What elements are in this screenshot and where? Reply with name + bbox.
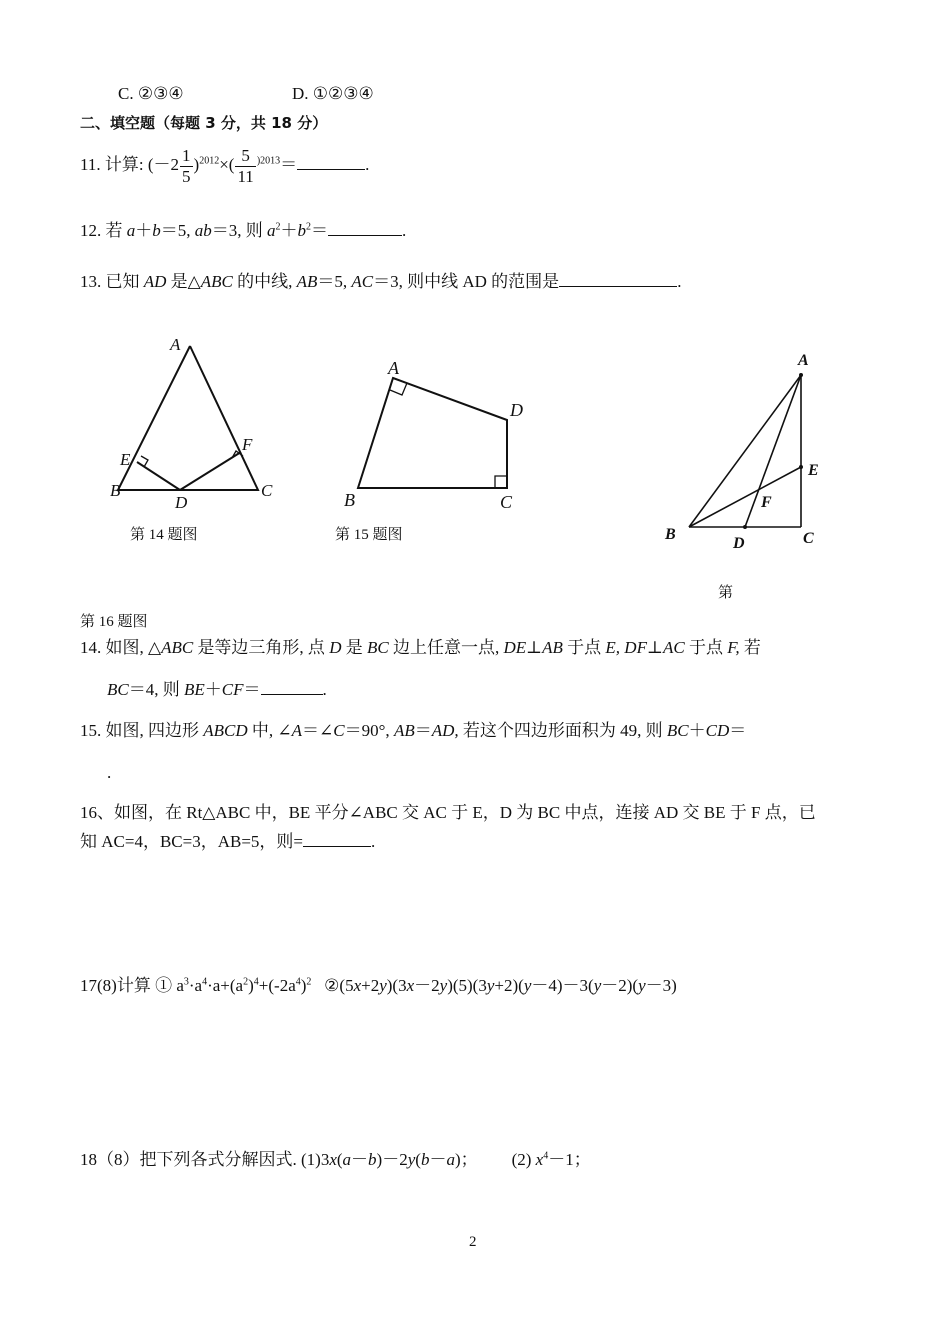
- q12-b: b: [152, 221, 161, 240]
- q17-s3: 2: [243, 976, 249, 988]
- q14-t6: 于点: [688, 638, 723, 657]
- q17-t14: －2)(: [601, 976, 639, 995]
- q12-eq: ＝: [311, 221, 328, 240]
- fig16-caption-part2: 第 16 题图: [80, 614, 148, 630]
- q15-t6: 若这个四边形面积为 49, 则: [462, 721, 663, 740]
- q14-t4: 边上任意一点,: [392, 638, 500, 657]
- q12-a: a: [126, 221, 136, 240]
- fig15-right-angle-c: [495, 476, 507, 488]
- q18-b1: b: [368, 1150, 377, 1169]
- q15-cd: CD: [705, 721, 730, 740]
- question-11: 11. 计算: (－2 $\frac{1}{5}$ )$^{2012}$×( $\frac{5}{11}$ $^{)2013}$＝ .: [80, 146, 370, 186]
- q14-eq: ＝: [243, 680, 261, 699]
- question-16-line2: [80, 832, 375, 852]
- q15-ab: AB: [393, 721, 415, 740]
- q15-ad: AD,: [431, 721, 459, 740]
- q13-text5: ＝3, 则中线 AD 的范围是: [373, 272, 560, 291]
- question-12: [80, 221, 406, 241]
- q12-b2: b: [297, 221, 306, 240]
- fig16-point-a: [799, 373, 803, 377]
- q18-t2: (: [336, 1150, 343, 1169]
- q18-t7: )； (2): [454, 1150, 536, 1169]
- q15-abcd: ABCD: [203, 721, 248, 740]
- q11-exp1: 2012: [199, 155, 220, 167]
- q12-answer-blank[interactable]: [328, 221, 402, 236]
- q11-end: .: [365, 154, 370, 174]
- fig15-label-d: D: [510, 400, 523, 420]
- q15-t5: ＝: [414, 721, 432, 740]
- q18-t1: 18（8）把下列各式分解因式. (1)3: [80, 1150, 330, 1169]
- q17-s4: 4: [253, 976, 259, 988]
- q12-a2: a: [267, 221, 276, 240]
- question-16-line1: 16、如图，在 Rt△ABC 中，BE 平分∠ABC 交 AC 于 E，D 为 BC 中点，连接 AD 交 BE 于 F 点，已: [80, 803, 816, 822]
- fig14-label-c: C: [261, 481, 273, 500]
- q13-text1: 13. 已知: [80, 272, 140, 291]
- q17-y6: y: [638, 976, 646, 995]
- q11-frac2-den: 11: [237, 166, 254, 186]
- figure-15: [330, 350, 540, 520]
- q13-text4: ＝5,: [317, 272, 348, 291]
- q17-t9: )(3: [386, 976, 407, 995]
- q17-s5: 4: [295, 976, 301, 988]
- q17-y5: y: [593, 976, 602, 995]
- q18-t6: －: [429, 1150, 447, 1169]
- q12-eq3: ＝3, 则: [211, 221, 263, 240]
- q17-t4: ): [248, 976, 254, 995]
- question-14-line1: [80, 638, 761, 658]
- q15-c: C: [333, 721, 345, 740]
- q13-ab: AB: [296, 272, 318, 291]
- q15-t4: ＝90°,: [344, 721, 390, 740]
- q16-line2-text: 知 AC=4，BC=3，AB=5，则=: [80, 832, 304, 851]
- q17-t8: +2: [361, 976, 380, 995]
- fig15-label-a: A: [388, 358, 399, 378]
- figure-14: [100, 330, 300, 520]
- q17-s6: 2: [306, 976, 312, 988]
- q17-t7: ②(5: [311, 976, 354, 995]
- q15-t3: ＝∠: [302, 721, 334, 740]
- q17-x2: x: [406, 976, 415, 995]
- q17-t3: ·a+(a: [207, 976, 244, 995]
- fig16-segment-be: [689, 467, 801, 527]
- q18-x2: x: [535, 1150, 544, 1169]
- fig14-label-b: B: [110, 481, 121, 500]
- q14-perp2: ⊥: [646, 638, 663, 657]
- fig14-triangle: [118, 346, 258, 490]
- q17-t2: ·a: [188, 976, 203, 995]
- q12-plus2: ＋: [280, 221, 298, 240]
- question-18: [80, 1150, 591, 1170]
- q14-cf: CF: [221, 680, 244, 699]
- q14-abc: ABC: [161, 638, 194, 657]
- q15-t1: 15. 如图, 四边形: [80, 721, 199, 740]
- fig16-label-f: F: [761, 494, 772, 511]
- q17-t1: 17(8)计算 ① a: [80, 976, 184, 995]
- q15-t2: 中, ∠: [251, 721, 292, 740]
- q17-t11: )(5)(3: [447, 976, 487, 995]
- q12-end: .: [402, 221, 407, 240]
- q17-y2: y: [439, 976, 448, 995]
- q18-a1: a: [342, 1150, 352, 1169]
- q12-num: 12. 若: [80, 221, 123, 240]
- page-number: 2: [469, 1234, 477, 1250]
- q11-prefix: 11. 计算: (－2: [80, 154, 180, 174]
- q17-s1: 3: [183, 976, 189, 988]
- q12-ab: ab: [194, 221, 212, 240]
- fig16-segment-ad: [745, 375, 801, 527]
- q12-eq5: ＝5,: [160, 221, 191, 240]
- q18-t4: )－2: [376, 1150, 408, 1169]
- q11-frac2-num: 5: [235, 146, 255, 167]
- q11-mid: ×(: [219, 154, 235, 174]
- q14-line2-bc: BC: [107, 680, 129, 699]
- q14-t7: 若: [743, 638, 761, 657]
- q18-t8: －1；: [548, 1150, 591, 1169]
- q12-sup-b: 2: [306, 221, 311, 233]
- q17-s2: 4: [202, 976, 208, 988]
- q15-plus: ＋: [688, 721, 706, 740]
- fig14-label-d: D: [175, 493, 188, 512]
- q16-end: .: [371, 832, 376, 851]
- q12-sup-a: 2: [275, 221, 281, 233]
- q18-t3: －: [351, 1150, 369, 1169]
- q14-t3: 是: [345, 638, 363, 657]
- q17-y1: y: [379, 976, 387, 995]
- question-14-line2: [107, 680, 327, 700]
- q11-frac1-num: 1: [182, 146, 191, 165]
- q14-bc: BC: [366, 638, 389, 657]
- q17-y4: y: [523, 976, 532, 995]
- fig14-label-e: E: [120, 450, 131, 469]
- fig14-caption: 第 14 题图: [130, 527, 198, 543]
- q11-eq: ＝: [280, 154, 298, 174]
- question-13: [80, 272, 681, 292]
- fig16-caption-part1: 第: [718, 585, 734, 601]
- q14-be: BE: [183, 680, 205, 699]
- q14-f: F,: [727, 638, 740, 657]
- q11-frac1: [180, 146, 193, 186]
- q13-ad: AD: [143, 272, 167, 291]
- option-d: D. ①②③④: [292, 84, 374, 103]
- q17-x1: x: [353, 976, 362, 995]
- q13-text2: 是△: [170, 272, 201, 291]
- q17-t12: +2)(: [494, 976, 524, 995]
- q18-a2: a: [446, 1150, 455, 1169]
- q11-answer-blank[interactable]: [297, 155, 365, 170]
- q13-abc: ABC: [200, 272, 233, 291]
- question-17: [80, 976, 677, 996]
- fig14-label-f: F: [242, 435, 253, 454]
- fig16-label-b: B: [665, 526, 676, 543]
- q13-ac: AC: [351, 272, 374, 291]
- q14-e: E,: [605, 638, 621, 657]
- fig15-caption: 第 15 题图: [335, 527, 403, 543]
- figure-16: [655, 345, 835, 560]
- q15-a: A: [291, 721, 303, 740]
- q14-t2: 是等边三角形, 点: [197, 638, 325, 657]
- fig15-quadrilateral: [358, 378, 507, 488]
- q11-frac2: [235, 146, 255, 186]
- q14-perp1: ⊥: [526, 638, 543, 657]
- q14-ab: AB: [542, 638, 563, 657]
- q17-y3: y: [486, 976, 495, 995]
- fig14-segment-de: [137, 462, 180, 490]
- q18-x: x: [329, 1150, 337, 1169]
- section-title: 二、填空题（每题 3 分，共 18 分）: [80, 114, 328, 132]
- q16-answer-blank[interactable]: [303, 832, 371, 847]
- q13-text3: 的中线,: [237, 272, 293, 291]
- q14-d: D: [329, 638, 342, 657]
- q11-frac1-den: 5: [182, 166, 191, 186]
- q17-t10: －2: [414, 976, 440, 995]
- q14-df: DF: [624, 638, 647, 657]
- fig16-label-d: D: [733, 535, 745, 552]
- q17-t6: ): [300, 976, 307, 995]
- question-15-line1: [80, 721, 746, 741]
- q14-answer-blank[interactable]: [261, 680, 323, 695]
- q14-plus: ＋: [204, 680, 222, 699]
- q18-t5: (: [415, 1150, 421, 1169]
- q17-t13: －4)－3(: [531, 976, 594, 995]
- q18-s4: 4: [543, 1150, 549, 1162]
- question-15-line2: .: [107, 763, 112, 782]
- fig16-label-a: A: [798, 352, 809, 369]
- fig16-segment-ab: [689, 375, 801, 527]
- fig14-label-a: A: [170, 335, 181, 354]
- option-c: C. ②③④: [118, 84, 184, 103]
- fig16-label-c: C: [803, 530, 814, 547]
- q18-b2: b: [420, 1150, 430, 1169]
- fig15-right-angle-a: [390, 383, 407, 395]
- q14-t1: 14. 如图, △: [80, 638, 162, 657]
- q17-t5: +(-2a: [258, 976, 296, 995]
- fig16-label-e: E: [808, 462, 819, 479]
- q12-plus: ＋: [135, 221, 153, 240]
- q14-line2-t1: ＝4, 则: [128, 680, 180, 699]
- q15-bc: BC: [666, 721, 689, 740]
- fig16-point-d: [743, 525, 747, 529]
- q17-t15: －3): [645, 976, 677, 995]
- fig15-label-c: C: [500, 492, 513, 512]
- q11-exp2: )2013: [256, 155, 281, 167]
- fig16-point-e: [799, 465, 803, 469]
- q18-y: y: [407, 1150, 416, 1169]
- q14-t5: 于点: [567, 638, 602, 657]
- q15-eq: ＝: [729, 721, 747, 740]
- q13-answer-blank[interactable]: [559, 272, 677, 287]
- q14-de: DE: [503, 638, 527, 657]
- q14-ac: AC: [662, 638, 685, 657]
- q13-end: .: [677, 272, 682, 291]
- q14-end: .: [322, 680, 327, 699]
- fig15-label-b: B: [344, 490, 355, 510]
